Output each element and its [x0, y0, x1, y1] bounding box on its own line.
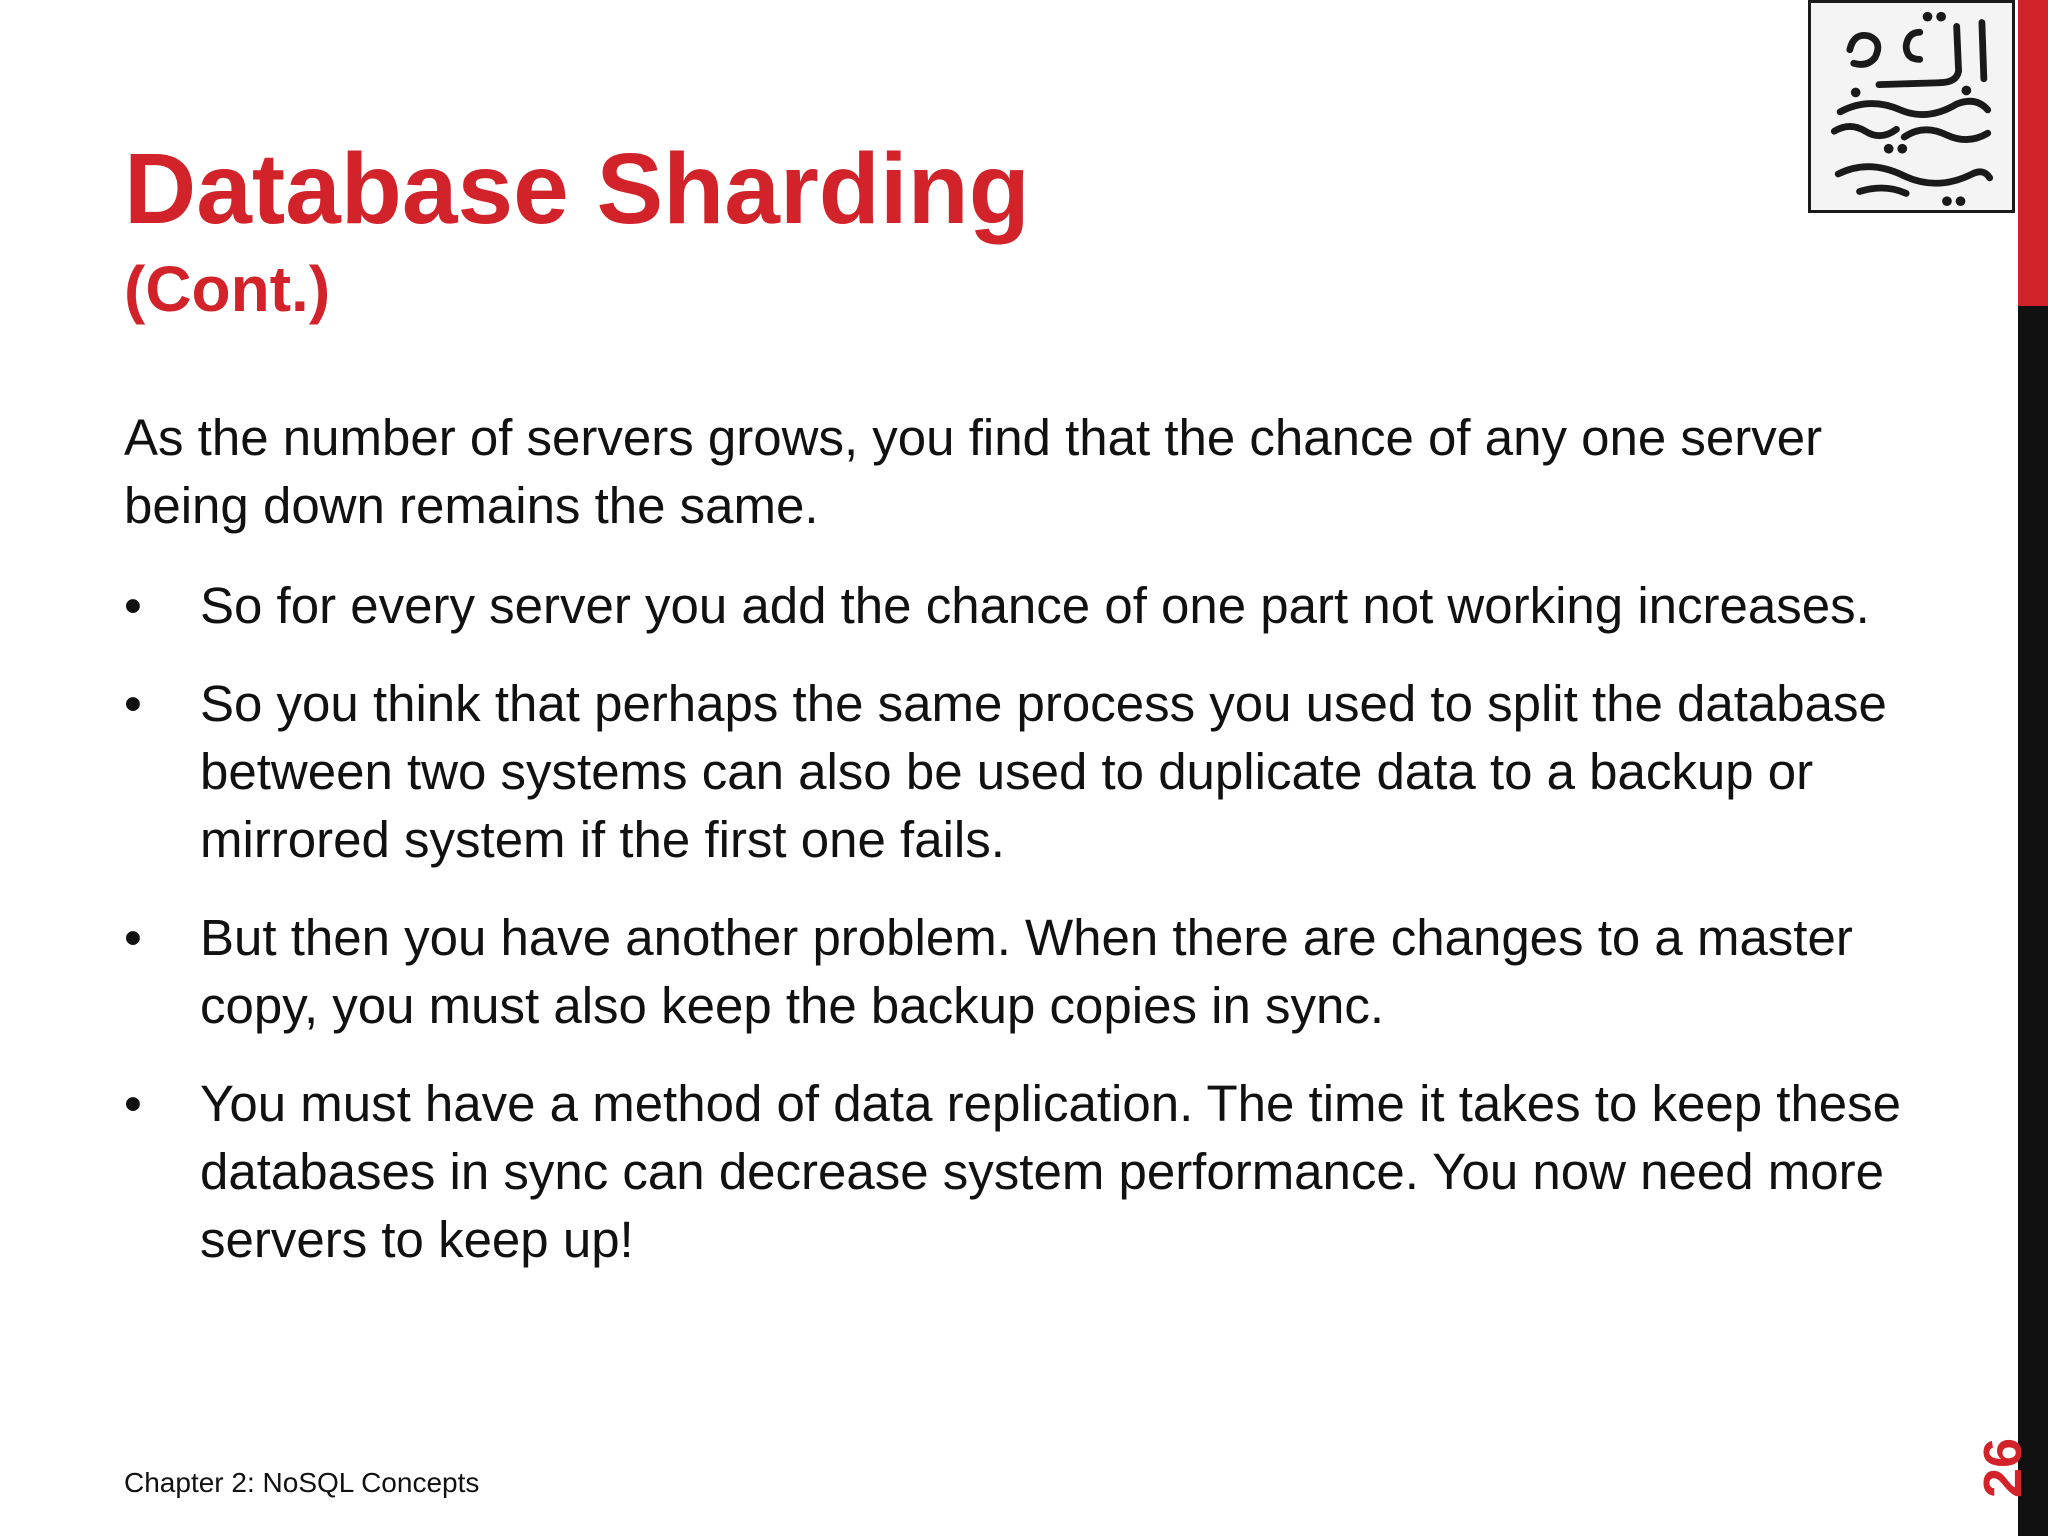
bullet-icon: •: [124, 577, 142, 634]
bullet-text: So you think that perhaps the same process you used to split the database between two systems can also be used to duplicate data to a backup or mirrored system if the first one fails.: [200, 675, 1887, 868]
slide-subtitle: (Cont.): [124, 253, 331, 325]
intro-paragraph: As the number of servers grows, you find that the chance of any one server being down remains the same.: [124, 409, 1823, 534]
slide-title: Database Sharding: [124, 133, 1030, 245]
university-logo: [1808, 0, 2015, 213]
calligraphy-logo-icon: [1811, 3, 2012, 210]
bullet-text: You must have a method of data replication. The time it takes to keep these databases in sync can decrease system performance. You now need more servers to keep up!: [200, 1075, 1902, 1268]
page-number: 26: [1973, 1437, 2033, 1499]
bullet-item: [124, 1070, 1924, 1274]
side-accent-bar-red: [2018, 0, 2048, 306]
bullet-icon: •: [124, 675, 142, 732]
bullet-icon: •: [124, 909, 142, 966]
bullet-item: [124, 572, 1924, 640]
footer-chapter: Chapter 2: NoSQL Concepts: [124, 1467, 480, 1498]
bullet-icon: •: [124, 1075, 142, 1132]
bullet-text: But then you have another problem. When there are changes to a master copy, you must also keep the backup copies in sync.: [200, 909, 1853, 1034]
bullet-text: So for every server you add the chance of one part not working increases.: [200, 577, 1870, 634]
bullet-item: [124, 904, 1924, 1040]
side-accent-bar-black: [2018, 306, 2048, 1536]
bullet-list: [124, 572, 1924, 1304]
bullet-item: [124, 670, 1924, 874]
